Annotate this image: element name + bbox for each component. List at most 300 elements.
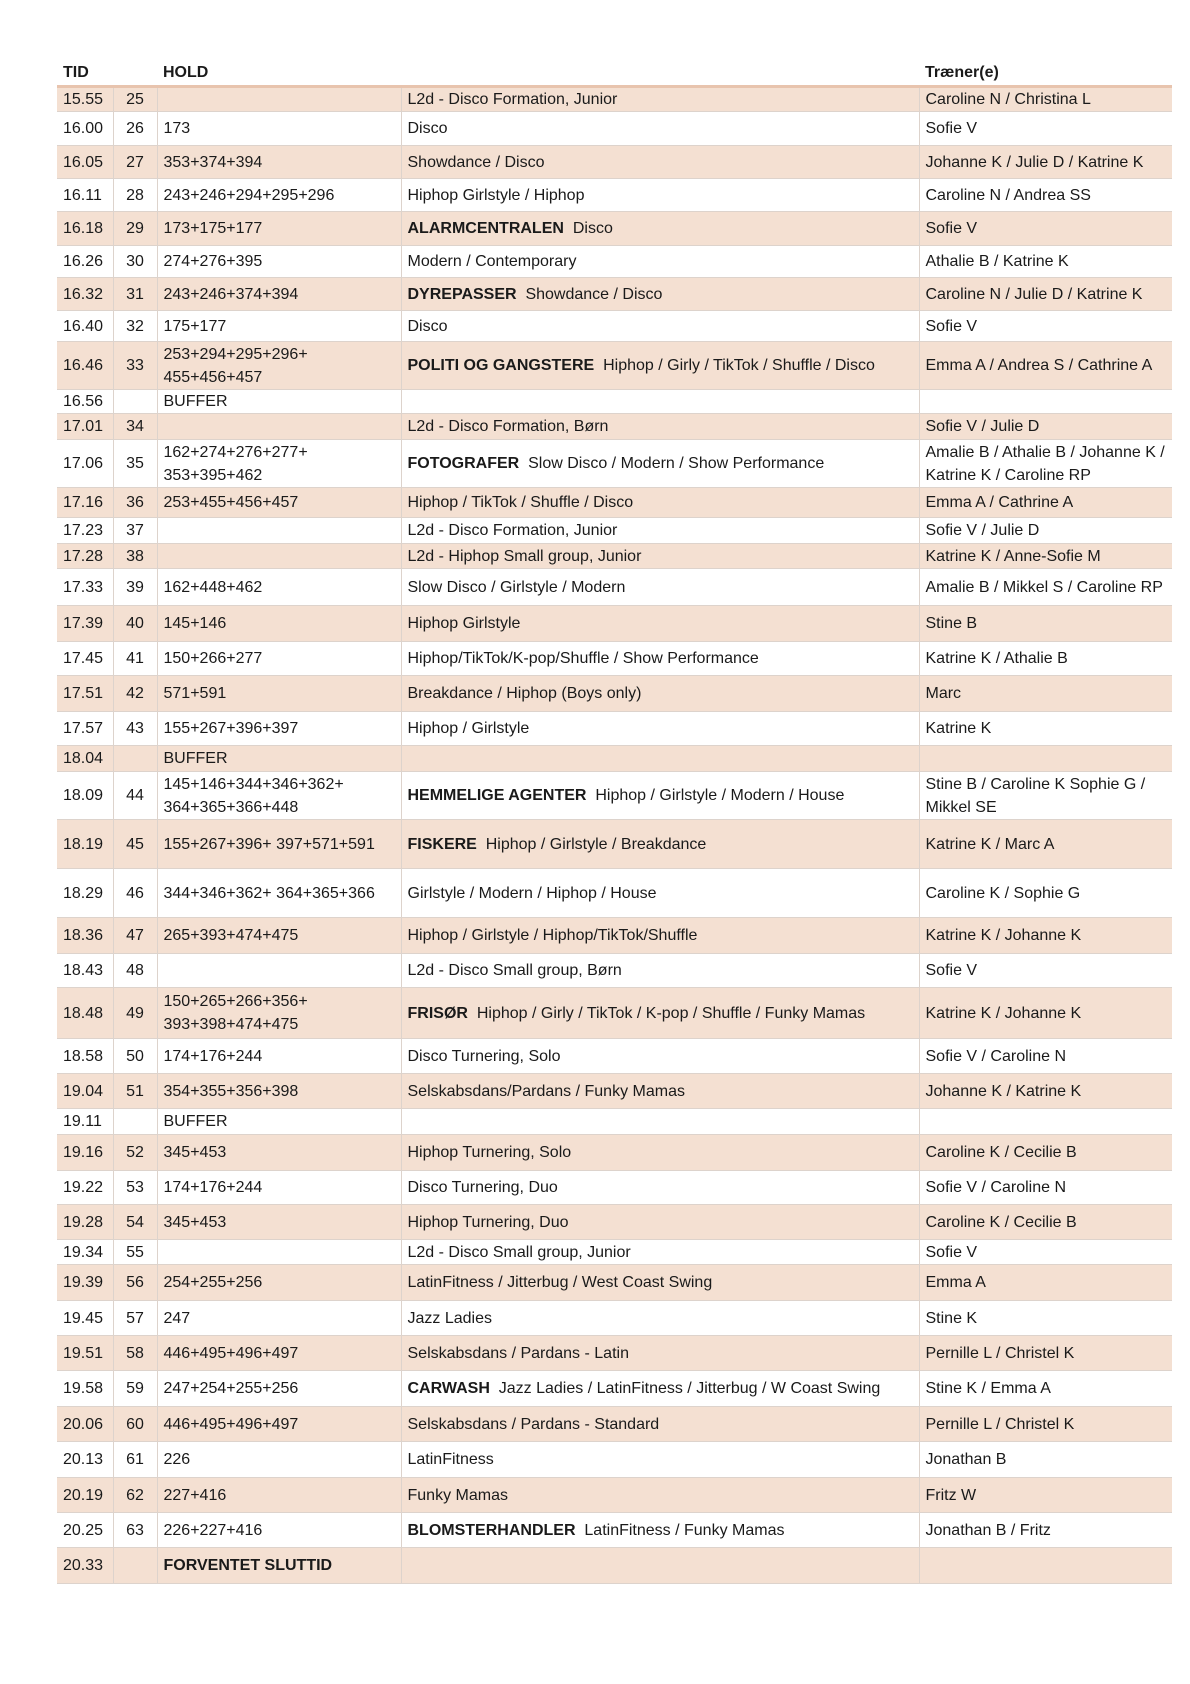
cell-tid: 18.36: [57, 918, 113, 954]
table-row: [57, 179, 1172, 212]
table-row: [57, 1301, 1172, 1336]
table-row: [57, 918, 1172, 954]
table-row: [57, 212, 1172, 246]
cell-hold: 175+177: [157, 311, 401, 342]
cell-tid: 18.48: [57, 988, 113, 1039]
table-row: [57, 772, 1172, 820]
theme-keyword: FISKERE: [407, 835, 477, 853]
cell-dance: [401, 746, 919, 772]
cell-tid: 18.19: [57, 820, 113, 869]
cell-tid: 20.33: [57, 1548, 113, 1584]
cell-num: 45: [113, 820, 157, 869]
cell-num: 54: [113, 1205, 157, 1240]
cell-num: 30: [113, 246, 157, 278]
cell-num: 38: [113, 544, 157, 569]
header-tid: TID: [57, 59, 113, 87]
cell-num: 27: [113, 146, 157, 179]
cell-hold: 354+355+356+398: [157, 1074, 401, 1109]
table-row: [57, 1171, 1172, 1205]
dance-style: L2d - Disco Formation, Børn: [407, 418, 609, 435]
dance-style: LatinFitness / Funky Mamas: [584, 1521, 785, 1539]
cell-tid: 19.34: [57, 1240, 113, 1265]
cell-hold: 155+267+396+397: [157, 712, 401, 746]
cell-coach: Johanne K / Katrine K: [919, 1074, 1172, 1109]
cell-coach: Jonathan B: [919, 1442, 1172, 1478]
cell-num: 56: [113, 1265, 157, 1301]
table-row: [57, 544, 1172, 569]
cell-coach: Sofie V / Caroline N: [919, 1171, 1172, 1205]
cell-num: 43: [113, 712, 157, 746]
table-row: [57, 1371, 1172, 1407]
cell-num: 33: [113, 342, 157, 390]
cell-hold: [157, 954, 401, 988]
cell-hold: 174+176+244: [157, 1171, 401, 1205]
cell-coach: Pernille L / Christel K: [919, 1336, 1172, 1371]
cell-dance: [401, 606, 919, 642]
theme-keyword: HEMMELIGE AGENTER: [407, 787, 587, 804]
cell-tid: 16.00: [57, 112, 113, 146]
cell-hold: 274+276+395: [157, 246, 401, 278]
cell-num: 61: [113, 1442, 157, 1478]
table-row: [57, 1135, 1172, 1171]
dance-style: Hiphop / Girlstyle / Hiphop/TikTok/Shuffle: [407, 927, 698, 944]
cell-num: [113, 390, 157, 414]
cell-tid: 18.58: [57, 1039, 113, 1074]
cell-hold: 155+267+396+ 397+571+591: [157, 820, 401, 869]
cell-coach: Caroline N / Andrea SS: [919, 179, 1172, 212]
cell-coach: Katrine K / Marc A: [919, 820, 1172, 869]
cell-hold: 226+227+416: [157, 1513, 401, 1548]
header-hold: HOLD: [157, 59, 401, 87]
cell-coach: Katrine K / Johanne K: [919, 918, 1172, 954]
table-row: [57, 712, 1172, 746]
table-row: [57, 278, 1172, 311]
cell-tid: 18.29: [57, 869, 113, 918]
cell-tid: 16.05: [57, 146, 113, 179]
cell-tid: 16.26: [57, 246, 113, 278]
cell-num: 36: [113, 488, 157, 518]
table-row: [57, 1109, 1172, 1135]
cell-num: 58: [113, 1336, 157, 1371]
table-row: [57, 988, 1172, 1039]
dance-style: Disco: [407, 120, 448, 137]
cell-num: 25: [113, 87, 157, 112]
cell-hold: 150+265+266+356+ 393+398+474+475: [157, 988, 401, 1039]
cell-hold: 227+416: [157, 1478, 401, 1513]
cell-tid: 16.32: [57, 278, 113, 311]
dance-style: Slow Disco / Modern / Show Performance: [528, 455, 825, 472]
cell-dance: [401, 988, 919, 1039]
dance-style: Hiphop Turnering, Duo: [407, 1213, 569, 1231]
cell-coach: Sofie V / Julie D: [919, 518, 1172, 544]
table-row: [57, 414, 1172, 440]
cell-dance: [401, 954, 919, 988]
cell-coach: Caroline K / Sophie G: [919, 869, 1172, 918]
cell-coach: Stine K / Emma A: [919, 1371, 1172, 1407]
table-row: [57, 146, 1172, 179]
cell-dance: [401, 1407, 919, 1442]
cell-coach: Stine B: [919, 606, 1172, 642]
cell-coach: Stine K: [919, 1301, 1172, 1336]
cell-num: 46: [113, 869, 157, 918]
cell-coach: Amalie B / Mikkel S / Caroline RP: [919, 569, 1172, 606]
cell-dance: [401, 488, 919, 518]
table-row: [57, 1513, 1172, 1548]
table-row: [57, 1407, 1172, 1442]
cell-num: 29: [113, 212, 157, 246]
cell-coach: Johanne K / Julie D / Katrine K: [919, 146, 1172, 179]
theme-keyword: FRISØR: [407, 1004, 468, 1022]
cell-num: 62: [113, 1478, 157, 1513]
cell-dance: [401, 1442, 919, 1478]
cell-coach: Caroline N / Julie D / Katrine K: [919, 278, 1172, 311]
dance-style: L2d - Disco Small group, Junior: [407, 1243, 631, 1261]
cell-coach: [919, 1109, 1172, 1135]
cell-dance: [401, 1336, 919, 1371]
dance-style: Selskabsdans/Pardans / Funky Mamas: [407, 1082, 685, 1100]
cell-coach: Marc: [919, 676, 1172, 712]
cell-hold: 345+453: [157, 1205, 401, 1240]
table-row: [57, 1548, 1172, 1584]
cell-tid: 16.46: [57, 342, 113, 390]
header-coach: Træner(e): [919, 59, 1172, 87]
cell-dance: [401, 1240, 919, 1265]
cell-tid: 19.11: [57, 1109, 113, 1135]
dance-style: Hiphop / Girly / TikTok / Shuffle / Disco: [603, 357, 875, 374]
cell-tid: 17.51: [57, 676, 113, 712]
dance-style: L2d - Disco Formation, Junior: [407, 522, 618, 539]
table-row: [57, 954, 1172, 988]
dance-style: Hiphop / Girlstyle / Breakdance: [485, 835, 707, 853]
dance-style: L2d - Disco Formation, Junior: [407, 91, 618, 108]
cell-coach: Sofie V: [919, 212, 1172, 246]
cell-dance: [401, 342, 919, 390]
cell-num: 48: [113, 954, 157, 988]
cell-num: [113, 1548, 157, 1584]
table-row: [57, 820, 1172, 869]
cell-coach: Sofie V: [919, 1240, 1172, 1265]
dance-style: Girlstyle / Modern / Hiphop / House: [407, 884, 657, 902]
table-row: [57, 606, 1172, 642]
cell-tid: 17.45: [57, 642, 113, 676]
cell-tid: 16.56: [57, 390, 113, 414]
cell-dance: [401, 518, 919, 544]
cell-dance: [401, 1513, 919, 1548]
cell-tid: 17.39: [57, 606, 113, 642]
cell-tid: 19.58: [57, 1371, 113, 1407]
cell-tid: 19.28: [57, 1205, 113, 1240]
table-row: [57, 676, 1172, 712]
dance-style: Modern / Contemporary: [407, 253, 577, 270]
table-row: [57, 390, 1172, 414]
cell-num: 53: [113, 1171, 157, 1205]
cell-hold: 145+146: [157, 606, 401, 642]
table-row: [57, 87, 1172, 112]
cell-tid: 17.01: [57, 414, 113, 440]
cell-hold: [157, 518, 401, 544]
cell-tid: 19.51: [57, 1336, 113, 1371]
cell-hold: 254+255+256: [157, 1265, 401, 1301]
cell-coach: Sofie V: [919, 311, 1172, 342]
cell-hold: 345+453: [157, 1135, 401, 1171]
cell-coach: Sofie V / Julie D: [919, 414, 1172, 440]
cell-tid: 16.18: [57, 212, 113, 246]
cell-coach: Amalie B / Athalie B / Johanne K / Katrine K / Caroline RP: [919, 440, 1172, 488]
dance-style: Hiphop Girlstyle / Hiphop: [407, 186, 585, 204]
dance-style: Jazz Ladies: [407, 1309, 492, 1327]
cell-dance: [401, 1301, 919, 1336]
cell-hold: 150+266+277: [157, 642, 401, 676]
table-row: [57, 246, 1172, 278]
header-dance: [401, 59, 919, 87]
cell-hold: BUFFER: [157, 1109, 401, 1135]
cell-dance: [401, 311, 919, 342]
cell-dance: [401, 1171, 919, 1205]
cell-tid: 20.19: [57, 1478, 113, 1513]
cell-coach: Sofie V: [919, 112, 1172, 146]
cell-coach: Fritz W: [919, 1478, 1172, 1513]
table-row: [57, 1478, 1172, 1513]
dance-style: Jazz Ladies / LatinFitness / Jitterbug / W Coast Swing: [498, 1380, 881, 1397]
cell-coach: Caroline K / Cecilie B: [919, 1205, 1172, 1240]
table-row: [57, 518, 1172, 544]
theme-keyword: ALARMCENTRALEN: [407, 220, 564, 237]
cell-tid: 18.04: [57, 746, 113, 772]
cell-num: 57: [113, 1301, 157, 1336]
cell-tid: 20.13: [57, 1442, 113, 1478]
cell-hold: 571+591: [157, 676, 401, 712]
dance-style: L2d - Disco Small group, Børn: [407, 962, 622, 979]
cell-hold: 353+374+394: [157, 146, 401, 179]
cell-num: 37: [113, 518, 157, 544]
dance-style: Hiphop Turnering, Solo: [407, 1144, 572, 1161]
dance-style: Showdance / Disco: [407, 153, 545, 171]
cell-tid: 17.23: [57, 518, 113, 544]
cell-num: 55: [113, 1240, 157, 1265]
cell-hold: 162+274+276+277+ 353+395+462: [157, 440, 401, 488]
table-row: [57, 1039, 1172, 1074]
cell-tid: 16.11: [57, 179, 113, 212]
cell-hold: 173+175+177: [157, 212, 401, 246]
cell-coach: Emma A / Andrea S / Cathrine A: [919, 342, 1172, 390]
cell-tid: 17.33: [57, 569, 113, 606]
cell-hold: 226: [157, 1442, 401, 1478]
cell-coach: Katrine K / Anne-Sofie M: [919, 544, 1172, 569]
cell-tid: 17.57: [57, 712, 113, 746]
theme-keyword: POLITI OG GANGSTERE: [407, 357, 595, 374]
cell-tid: 17.06: [57, 440, 113, 488]
dance-style: Showdance / Disco: [525, 285, 663, 303]
dance-style: Selskabsdans / Pardans - Latin: [407, 1344, 629, 1362]
dance-style: Hiphop/TikTok/K-pop/Shuffle / Show Performance: [407, 650, 759, 667]
cell-num: 35: [113, 440, 157, 488]
table-row: [57, 1074, 1172, 1109]
cell-coach: [919, 746, 1172, 772]
cell-dance: [401, 440, 919, 488]
cell-num: 60: [113, 1407, 157, 1442]
cell-num: 28: [113, 179, 157, 212]
theme-keyword: DYREPASSER: [407, 285, 517, 303]
cell-tid: 19.39: [57, 1265, 113, 1301]
cell-dance: [401, 642, 919, 676]
dance-style: Funky Mamas: [407, 1486, 508, 1504]
dance-style: Hiphop / Girlstyle: [407, 720, 530, 737]
table-row: [57, 1442, 1172, 1478]
cell-num: 44: [113, 772, 157, 820]
cell-num: 26: [113, 112, 157, 146]
cell-hold: 243+246+294+295+296: [157, 179, 401, 212]
cell-dance: [401, 1478, 919, 1513]
dance-style: Disco: [407, 317, 448, 335]
cell-hold: 446+495+496+497: [157, 1336, 401, 1371]
cell-dance: [401, 712, 919, 746]
schedule-body: [57, 87, 1172, 1584]
cell-hold: 344+346+362+ 364+365+366: [157, 869, 401, 918]
cell-dance: [401, 278, 919, 311]
cell-dance: [401, 820, 919, 869]
cell-dance: [401, 676, 919, 712]
dance-style: Breakdance / Hiphop (Boys only): [407, 685, 642, 702]
cell-hold: 265+393+474+475: [157, 918, 401, 954]
cell-coach: Sofie V / Caroline N: [919, 1039, 1172, 1074]
cell-dance: [401, 1074, 919, 1109]
dance-style: L2d - Hiphop Small group, Junior: [407, 547, 642, 565]
cell-dance: [401, 87, 919, 112]
header-num: [113, 59, 157, 87]
cell-dance: [401, 1109, 919, 1135]
cell-hold: 243+246+374+394: [157, 278, 401, 311]
cell-tid: 19.16: [57, 1135, 113, 1171]
header-row: [57, 59, 1172, 87]
table-row: [57, 1205, 1172, 1240]
cell-tid: 18.09: [57, 772, 113, 820]
cell-coach: Sofie V: [919, 954, 1172, 988]
dance-style: Disco Turnering, Duo: [407, 1179, 558, 1196]
cell-hold: 247: [157, 1301, 401, 1336]
schedule-sheet: [57, 59, 1172, 1584]
cell-hold: BUFFER: [157, 746, 401, 772]
cell-num: 52: [113, 1135, 157, 1171]
cell-hold: 446+495+496+497: [157, 1407, 401, 1442]
dance-style: Disco: [572, 220, 613, 237]
cell-num: 32: [113, 311, 157, 342]
cell-dance: [401, 1205, 919, 1240]
cell-dance: [401, 869, 919, 918]
cell-coach: Stine B / Caroline K Sophie G / Mikkel SE: [919, 772, 1172, 820]
cell-tid: 20.06: [57, 1407, 113, 1442]
cell-hold: [157, 1240, 401, 1265]
cell-num: 63: [113, 1513, 157, 1548]
cell-hold: 247+254+255+256: [157, 1371, 401, 1407]
cell-dance: [401, 772, 919, 820]
cell-dance: [401, 544, 919, 569]
cell-num: 51: [113, 1074, 157, 1109]
cell-dance: [401, 414, 919, 440]
cell-tid: 18.43: [57, 954, 113, 988]
cell-num: 40: [113, 606, 157, 642]
cell-dance: [401, 1135, 919, 1171]
cell-hold: [157, 544, 401, 569]
dance-style: Selskabsdans / Pardans - Standard: [407, 1415, 660, 1433]
cell-coach: Katrine K: [919, 712, 1172, 746]
cell-tid: 15.55: [57, 87, 113, 112]
cell-coach: Emma A / Cathrine A: [919, 488, 1172, 518]
table-row: [57, 746, 1172, 772]
schedule-table: [57, 59, 1172, 1584]
table-row: [57, 342, 1172, 390]
table-row: [57, 1240, 1172, 1265]
table-row: [57, 569, 1172, 606]
cell-hold: 253+294+295+296+ 455+456+457: [157, 342, 401, 390]
cell-hold: [157, 414, 401, 440]
dance-style: Hiphop / Girly / TikTok / K-pop / Shuffle / Funky Mamas: [476, 1004, 866, 1022]
table-row: [57, 311, 1172, 342]
cell-num: [113, 1109, 157, 1135]
table-row: [57, 1265, 1172, 1301]
cell-num: 50: [113, 1039, 157, 1074]
cell-hold: [157, 87, 401, 112]
cell-dance: [401, 179, 919, 212]
cell-num: 49: [113, 988, 157, 1039]
cell-coach: [919, 1548, 1172, 1584]
theme-keyword: CARWASH: [407, 1380, 490, 1397]
cell-num: 47: [113, 918, 157, 954]
cell-tid: 19.22: [57, 1171, 113, 1205]
cell-hold: 145+146+344+346+362+ 364+365+366+448: [157, 772, 401, 820]
cell-tid: 20.25: [57, 1513, 113, 1548]
dance-style: Hiphop / Girlstyle / Modern / House: [595, 787, 845, 804]
cell-num: [113, 746, 157, 772]
cell-dance: [401, 212, 919, 246]
theme-keyword: FOTOGRAFER: [407, 455, 520, 472]
cell-coach: Pernille L / Christel K: [919, 1407, 1172, 1442]
cell-dance: [401, 918, 919, 954]
cell-coach: Caroline N / Christina L: [919, 87, 1172, 112]
cell-dance: [401, 1548, 919, 1584]
cell-tid: 16.40: [57, 311, 113, 342]
cell-coach: [919, 390, 1172, 414]
cell-num: 42: [113, 676, 157, 712]
cell-tid: 19.04: [57, 1074, 113, 1109]
cell-tid: 17.28: [57, 544, 113, 569]
cell-num: 31: [113, 278, 157, 311]
cell-dance: [401, 1371, 919, 1407]
dance-style: Disco Turnering, Solo: [407, 1047, 561, 1065]
cell-dance: [401, 1039, 919, 1074]
cell-coach: Emma A: [919, 1265, 1172, 1301]
cell-dance: [401, 112, 919, 146]
dance-style: Slow Disco / Girlstyle / Modern: [407, 578, 626, 596]
cell-dance: [401, 1265, 919, 1301]
cell-coach: Katrine K / Johanne K: [919, 988, 1172, 1039]
cell-hold: BUFFER: [157, 390, 401, 414]
cell-coach: Athalie B / Katrine K: [919, 246, 1172, 278]
cell-coach: Katrine K / Athalie B: [919, 642, 1172, 676]
cell-num: 59: [113, 1371, 157, 1407]
table-row: [57, 440, 1172, 488]
cell-coach: Jonathan B / Fritz: [919, 1513, 1172, 1548]
table-row: [57, 1336, 1172, 1371]
cell-hold: 174+176+244: [157, 1039, 401, 1074]
dance-style: Hiphop / TikTok / Shuffle / Disco: [407, 494, 634, 511]
cell-dance: [401, 146, 919, 179]
dance-style: Hiphop Girlstyle: [407, 615, 521, 632]
cell-tid: 19.45: [57, 1301, 113, 1336]
cell-dance: [401, 390, 919, 414]
cell-num: 34: [113, 414, 157, 440]
cell-tid: 17.16: [57, 488, 113, 518]
cell-coach: Caroline K / Cecilie B: [919, 1135, 1172, 1171]
